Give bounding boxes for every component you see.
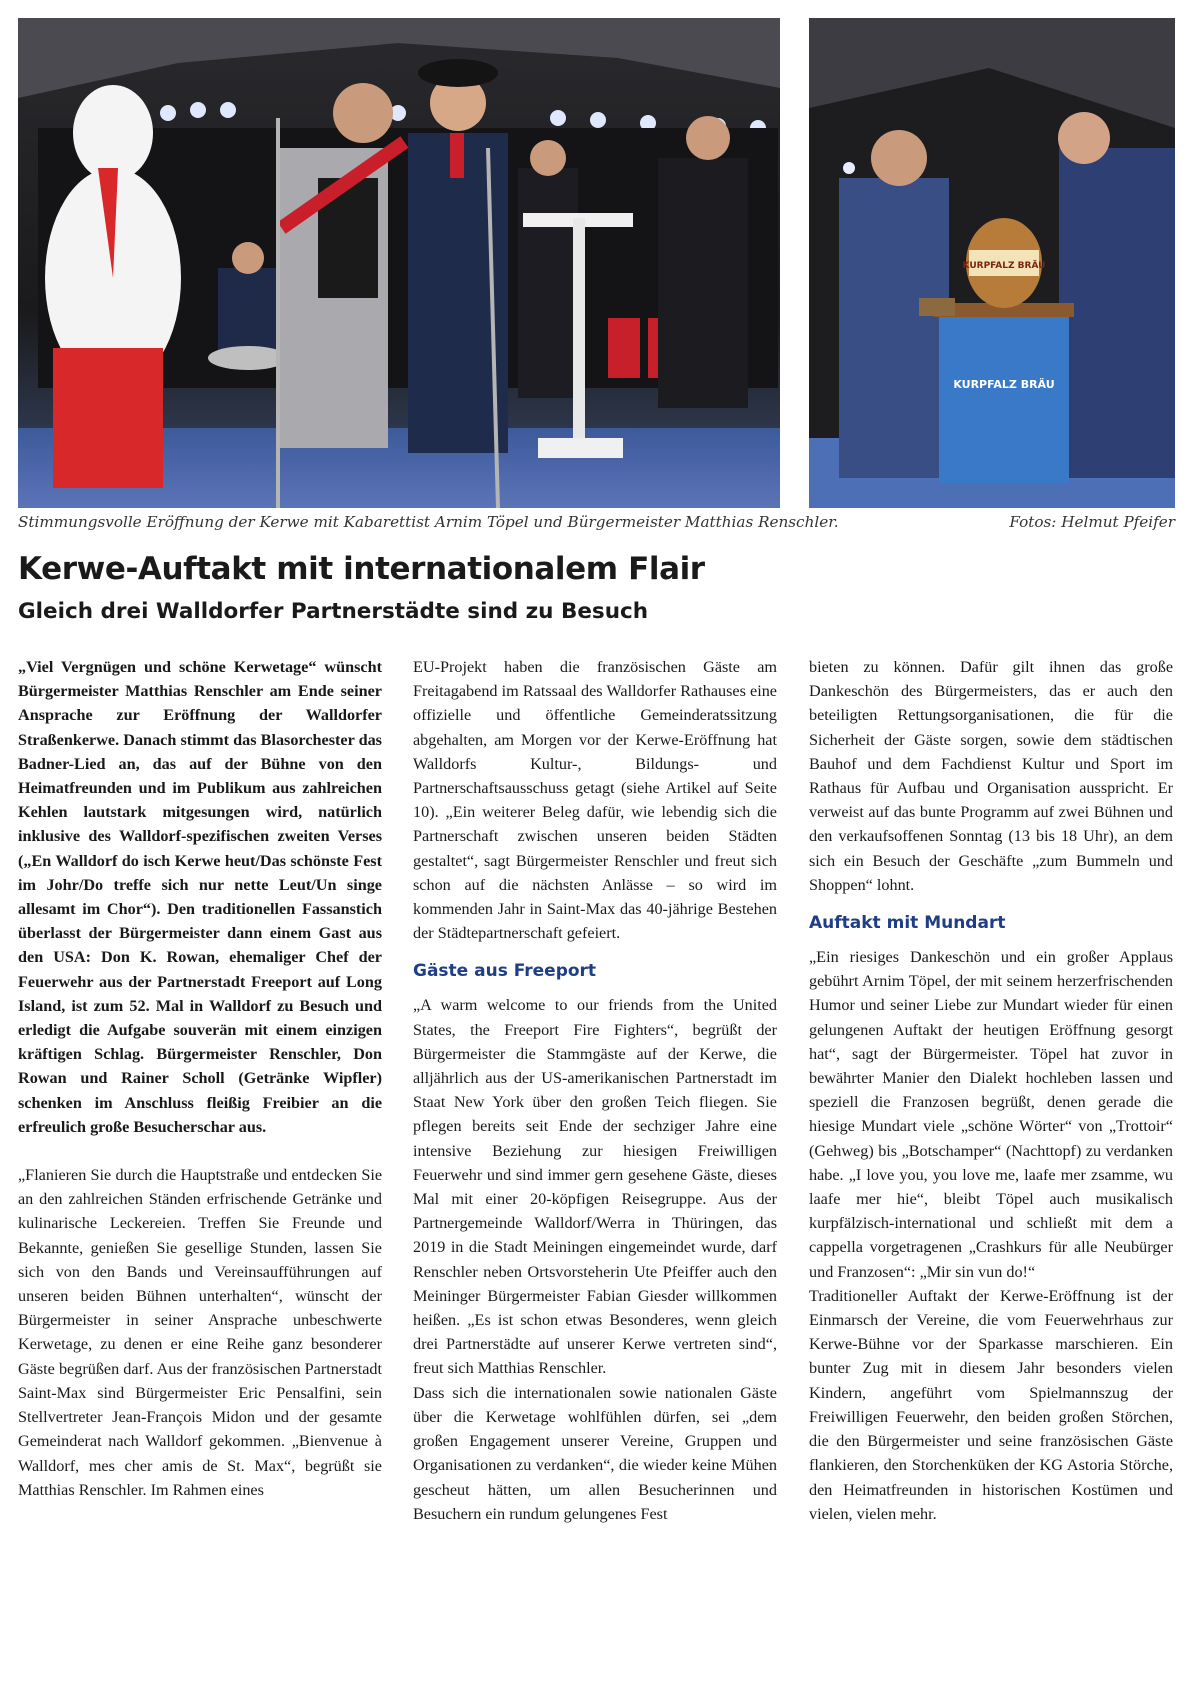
article-subheadline: Gleich drei Walldorfer Partnerstädte sind zu Besuch <box>18 599 649 624</box>
barrel-tapping-photo-icon <box>809 18 1175 508</box>
caption-text: Stimmungsvolle Eröffnung der Kerwe mit Kabarettist Arnim Töpel und Bürgermeister Matthias Renschler. <box>18 513 839 531</box>
article-paragraph: bieten zu können. Dafür gilt ihnen das große Dankeschön des Bürgermeisters, das er auch den beteiligten Rettungsorganisationen, die für die Sicherheit der Gäste sorgen, sowie dem städtischen Bauhof und dem Fachdienst Kultur und Sport im Rathaus für Aufbau und Organisation ausspricht. Er verweist auf das bunte Programm auf zwei Bühnen und den verkaufsoffenen Sonntag (13 bis 18 Uhr), an dem sich ein Besuch der Geschäfte „zum Bummeln und Shoppen“ lohnt. <box>809 658 1173 894</box>
section-heading-mundart: Auftakt mit Mundart <box>809 913 1006 934</box>
stage-photo-icon <box>18 18 780 508</box>
article-paragraph: „Flanieren Sie durch die Hauptstraße und entdecken Sie an den zahlreichen Ständen erfrischende Getränke und kulinarische Leckereien. Treffen Sie Freunde und Bekannte, genießen Sie gesellige Stunden, lassen Sie sich von den Bands und Vereinsaufführungen auf unseren beiden Bühnen unterhalten“, wünscht der Bürgermeister in seiner Ansprache unbeschwerte Kerwetage, zu denen er eine Reihe ganz besonderer Gäste begrüßen darf. Aus der französischen Partnerstadt Saint-Max sind Bürgermeister Eric Pensalfini, sein Stellvertreter Jean-François Midon und der gesamte Gemeinderat nach Walldorf gekommen. „Bienvenue à Walldorf, mes cher amis de St. Max“, begrüßt sie Matthias Renschler. Im Rahmen eines <box>18 1166 382 1499</box>
photo-credit: Fotos: Helmut Pfeifer <box>1009 513 1175 531</box>
article-paragraph: „A warm welcome to our friends from the United States, the Freeport Fire Fighters“, begrüßt der Bürgermeister die Stammgäste auf der Kerwe, die alljährlich aus der US-amerikanischen Partnerstadt im Staat New York über den großen Teich fliegen. Sie pflegen bereits seit Ende der sechziger Jahre eine intensive Beziehung zur hiesigen Freiwilligen Feuerwehr und sind immer gern gesehene Gäste, dieses Mal mit einer 20-köpfigen Reisegruppe. Aus der Partnergemeinde Walldorf/Werra in Thüringen, das 2019 in die Stadt Meiningen eingemeindet wurde, darf Renschler neben Ortsvorsteherin Ute Pfeiffer auch den Meininger Bürgermeister Fabian Giesder willkommen heißen. „Es ist schon etwas Besonderes, wenn gleich drei Partnerstädte auf unserer Kerwe vertreten sind“, freut sich Matthias Renschler. <box>413 996 777 1378</box>
article-paragraph: Traditioneller Auftakt der Kerwe-Eröffnung ist der Einmarsch der Vereine, die vom Feuerwehrhaus zur Kerwe-Bühne vor der Sparkasse marschieren. Ein bunter Zug mit in diesem Jahr besonders vielen Kindern, angeführt vom Spielmannszug der Freiwilligen Feuerwehr, den beiden großen Störchen, die den Bürgermeister und seine französischen Gäste flankieren, den Storchenküken der KG Astoria Störche, den Heimatfreunden in historischen Kostümen und vielen, vielen mehr. <box>809 1286 1173 1523</box>
article-column-2 <box>413 655 777 1695</box>
article-column-1 <box>18 655 382 1695</box>
article-paragraph: „Ein riesiges Dankeschön und ein großer Applaus gebührt Arnim Töpel, der mit seinem herzerfrischenden Humor und seiner Liebe zur Mundart wieder für einen gelungenen Auftakt der heutigen Eröffnung gesorgt hat“, sagt der Bürgermeister. Töpel hat zuvor in bewährter Manier den Dialekt hochleben lassen und speziell die Franzosen begrüßt, denen gerade die hiesige Mundart viele „schöne Wörter“ von „Trottoir“ (Gehweg) bis „Botschamper“ (Nachttopf) zu verdanken habe. „I love you, you love me, laafe mer zsamme, wu laafe mer hie“, bleibt Töpel auch musikalisch kurpfälzisch-international und schließt mit dem a cappella vorgetragenen „Crashkurs für alle Neubürger und Franzosen“: „Mir sin vun do!“ <box>809 948 1173 1281</box>
barrel-label: KURPFALZ BRÄU <box>962 261 1046 271</box>
photo-caption <box>18 510 1175 534</box>
article-paragraph: EU-Projekt haben die französischen Gäste am Freitagabend im Ratssaal des Walldorfer Rathauses eine offizielle und öffentliche Gemeinderatssitzung abgehalten, am Morgen vor der Kerwe-Eröffnung hat Walldorfs Kultur-, Bildungs- und Partnerschaftsausschuss getagt (siehe Artikel auf Seite 10). „Ein weiterer Beleg dafür, wie lebendig sich die Partnerschaft zwischen unseren beiden Städten gestaltet“, sagt Bürgermeister Renschler und freut sich schon auf die nächsten Anlässe – so wird im kommenden Jahr in Saint-Max das 40-jährige Bestehen der Städtepartnerschaft gefeiert. <box>413 658 777 943</box>
barrel-tapping-photo <box>809 18 1175 508</box>
article-headline: Kerwe-Auftakt mit internationalem Flair <box>18 551 705 587</box>
article-intro: „Viel Vergnügen und schöne Kerwetage“ wünscht Bürgermeister Matthias Renschler am Ende seiner Ansprache zur Eröffnung der Walldorfer Straßenkerwe. Danach stimmt das Blasorchester das Badner-Lied an, das auf der Bühne von den Heimatfreunden und im Publikum aus zahlreichen Kehlen lautstark mitgesungen wird, natürlich inklusive des Walldorf-spezifischen zweiten Verses („En Walldorf do isch Kerwe heut/Das schönste Fest im Johr/Do treffe sich nur nette Leut/Un singe allesamt im Chor“). Den traditionellen Fassanstich überlasst der Bürgermeister dann einem Gast aus den USA: Don K. Rowan, ehemaliger Chef der Feuerwehr aus der Partnerstadt Freeport auf Long Island, ist zum 52. Mal in Walldorf zu Besuch und erledigt die Aufgabe souverän mit einem einzigen kräftigen Schlag. Bürgermeister Renschler, Don Rowan und Rainer Scholl (Getränke Wipfler) schenken im Anschluss fleißig Freibier an die erfreulich große Besucherschar aus. <box>18 658 382 1136</box>
article-column-3 <box>809 655 1173 1695</box>
stage-photo <box>18 18 780 508</box>
section-heading-freeport: Gäste aus Freeport <box>413 961 597 982</box>
article-paragraph: Dass sich die internationalen sowie nationalen Gäste über die Kerwetage wohlfühlen dürfen, sei „dem großen Engagement unserer Vereine, Gruppen und Organisationen zu verdanken“, die wieder keine Mühen gescheut hätten, um allen Besucherinnen und Besuchern ein rundum gelungenes Fest <box>413 1383 777 1523</box>
stand-label: KURPFALZ BRÄU <box>953 378 1055 391</box>
